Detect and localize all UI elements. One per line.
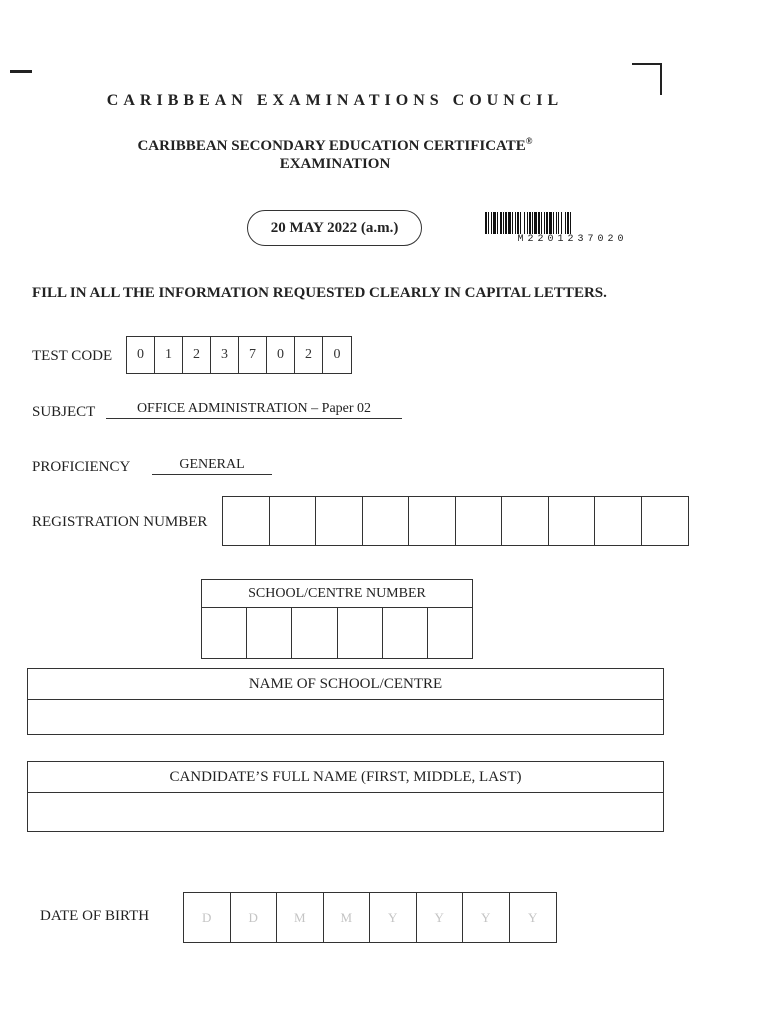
school-centre-number-box[interactable] (292, 608, 337, 658)
candidate-name-input[interactable] (28, 793, 663, 831)
test-code-digit: 2 (295, 337, 323, 373)
test-code-digit: 7 (239, 337, 267, 373)
certificate-title (0, 136, 670, 155)
barcode (485, 212, 660, 234)
registration-mark-corner (632, 63, 662, 95)
certificate-title-text: CARIBBEAN SECONDARY EDUCATION CERTIFICATE (137, 138, 526, 154)
registration-number-box[interactable] (595, 497, 642, 545)
date-of-birth-label: DATE OF BIRTH (40, 908, 150, 924)
date-of-birth-box[interactable]: Y (528, 910, 538, 925)
test-code-digit: 0 (333, 347, 341, 362)
date-of-birth-box[interactable]: Y (463, 893, 510, 942)
subject-value: OFFICE ADMINISTRATION – Paper 02 (106, 401, 402, 419)
test-code-label: TEST CODE (32, 348, 113, 364)
subject-label: SUBJECT (32, 404, 96, 420)
registration-number-boxes (222, 496, 689, 546)
test-code-digit: 2 (183, 337, 211, 373)
council-title: CARIBBEAN EXAMINATIONS COUNCIL (106, 92, 564, 109)
school-centre-number-field (201, 579, 473, 659)
proficiency-value: GENERAL (152, 457, 272, 475)
school-name-label: NAME OF SCHOOL/CENTRE (28, 669, 663, 700)
registration-number-label: REGISTRATION NUMBER (32, 514, 208, 530)
date-of-birth-box[interactable]: D (231, 893, 278, 942)
examination-title: EXAMINATION (279, 156, 391, 172)
school-centre-number-box[interactable] (338, 608, 383, 658)
date-of-birth-box[interactable]: D (184, 893, 231, 942)
school-centre-number-box[interactable] (383, 608, 428, 658)
school-name-field (27, 668, 664, 735)
test-code-boxes (126, 336, 352, 374)
registration-number-box[interactable] (316, 497, 363, 545)
candidate-name-label: CANDIDATE’S FULL NAME (FIRST, MIDDLE, LAST) (28, 762, 663, 793)
registration-number-box[interactable] (549, 497, 596, 545)
barcode-bar (571, 212, 573, 234)
barcode-number: M2201237020 (517, 234, 628, 245)
proficiency-label: PROFICIENCY (32, 459, 131, 475)
school-centre-number-label: SCHOOL/CENTRE NUMBER (202, 580, 472, 608)
registration-number-box[interactable] (270, 497, 317, 545)
exam-date: 20 MAY 2022 (a.m.) (247, 210, 422, 246)
date-of-birth-box[interactable]: M (277, 893, 324, 942)
school-centre-number-box[interactable] (428, 608, 472, 658)
registration-number-box[interactable] (502, 497, 549, 545)
test-code-digit: 0 (267, 337, 295, 373)
registration-number-box[interactable] (409, 497, 456, 545)
registration-number-box[interactable] (642, 497, 689, 545)
test-code-digit: 3 (211, 337, 239, 373)
test-code-digit: 1 (155, 337, 183, 373)
date-of-birth-box[interactable]: M (324, 893, 371, 942)
date-of-birth-box[interactable]: Y (370, 893, 417, 942)
registered-mark: ® (525, 136, 533, 146)
date-of-birth-boxes (183, 892, 557, 943)
school-name-input[interactable] (28, 700, 663, 734)
candidate-name-field (27, 761, 664, 832)
school-centre-number-box[interactable] (247, 608, 292, 658)
date-of-birth-box[interactable]: Y (417, 893, 464, 942)
school-centre-number-box[interactable] (202, 608, 247, 658)
registration-mark-left (10, 70, 32, 73)
registration-number-box[interactable] (363, 497, 410, 545)
registration-number-box[interactable] (223, 497, 270, 545)
instruction-text: FILL IN ALL THE INFORMATION REQUESTED CLEARLY IN CAPITAL LETTERS. (32, 285, 607, 301)
registration-number-box[interactable] (456, 497, 503, 545)
test-code-digit: 0 (127, 337, 155, 373)
